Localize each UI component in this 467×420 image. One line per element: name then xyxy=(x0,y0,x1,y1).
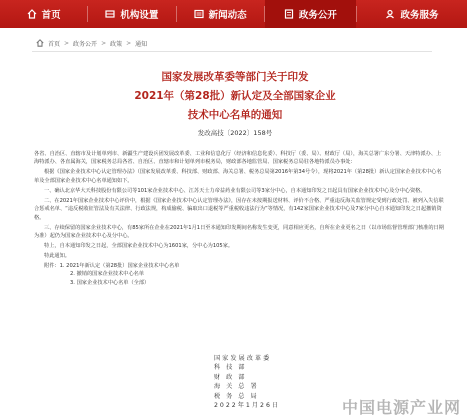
breadcrumb-divider xyxy=(32,51,432,52)
org-icon xyxy=(105,9,115,19)
document-number: 发改高技〔2022〕158号 xyxy=(197,129,273,137)
title-line-1: 国家发展改革委等部门关于印发 xyxy=(161,71,309,83)
attachment-link-2[interactable]: 2. 撤销的国家企业技术中心名单 xyxy=(70,271,145,278)
attachments-label: 附件： xyxy=(44,263,60,270)
addressee: 各省、自治区、直辖市及计划单列市、新疆生产建设兵团发展改革委、工业和信息化厅（经济和信息化委）、科技厅（委、局）、财政厅（局），海关总署广东分署、天津特派办、上海特派办、各直属海关，国家税务总局各省、自治区、直辖市和计划单列市税务局，财政部各地监管局、国家税务总局驻各地特派员办事处： xyxy=(34,151,442,166)
breadcrumb-item-notice[interactable]: 通知 xyxy=(135,40,148,48)
watermark: 中国电源产业网 xyxy=(341,398,461,417)
service-icon xyxy=(385,9,395,19)
paragraph-3: 二、在2021年国家企业技术中心评价中，根据《国家企业技术中心认定管理办法》，因存在未按期报送材料、评价不合格、严重违反海关监管规定受到行政处罚、被列入失信联合惩戒名单、“违反税收征管法及有关法律、行政法规，构成偷税、骗取出口退税等严重税收违法行为”等情况，有142家国家企业技术中心及7家分中心自本通知印发之日起撤销资格。 xyxy=(34,197,444,221)
home-icon xyxy=(36,39,44,47)
nav-home[interactable] xyxy=(0,0,87,28)
breadcrumb-item-open-affairs[interactable]: 政务公开 xyxy=(73,40,98,48)
paragraph-5: 特上，自本通知印发之日起，全部国家企业技术中心为1601家，分中心为105家。 xyxy=(44,243,234,250)
signature-org-1: 国家发展改革委 xyxy=(214,355,272,362)
breadcrumb-separator: > xyxy=(64,39,70,47)
nav-org[interactable] xyxy=(88,0,175,28)
paragraph-4: 三、存续保留的国家企业技术中心，有85家所在企业在2021年1月1日至本通知印发期间名称发生变更，同意相应更名，自所在企业更名之日（以市场监督管理部门核准的日期为准）起仍为国家企业技术中心及分中心。 xyxy=(34,224,444,240)
news-icon xyxy=(194,9,204,19)
document-title xyxy=(40,68,430,125)
attachments-label-row xyxy=(34,262,444,270)
title-line-3: 技术中心名单的通知 xyxy=(187,109,283,121)
breadcrumb-separator: > xyxy=(101,39,107,47)
top-nav xyxy=(0,0,467,28)
nav-news[interactable] xyxy=(177,0,264,28)
closing-line: 特此通知。 xyxy=(44,253,70,260)
nav-service-label: 政务服务 xyxy=(400,10,439,21)
attachment-link-1[interactable]: 1. 2021年新认定（第28批）国家企业技术中心名单 xyxy=(59,263,180,270)
breadcrumb xyxy=(36,37,147,49)
paragraph-1: 根据《国家企业技术中心认定管理办法》（国家发展改革委、科技部、财政部、海关总署、税务总局第2016年第34号令），现将2021年（第28批）新认定国家企业技术中心名单及全部国家企业技术中心名单通知如下。 xyxy=(34,169,442,184)
signature-block xyxy=(214,354,294,410)
signature-date: 2022年1月26日 xyxy=(214,402,281,410)
nav-open-affairs-label: 政务公开 xyxy=(298,10,337,21)
paragraph-2: 一、确认北京华大天科技股份有限公司等101家企业技术中心、江苏天士力帝益药业有限公司等3家分中心，自本通知印发之日起具有国家企业技术中心及分中心资格。 xyxy=(44,187,426,194)
breadcrumb-item-home[interactable]: 首页 xyxy=(48,40,61,48)
nav-home-label: 首页 xyxy=(41,10,61,21)
nav-org-label: 机构设置 xyxy=(120,10,159,21)
nav-service[interactable] xyxy=(357,0,467,28)
document-body xyxy=(34,150,444,287)
signature-org-5: 税 务 总 局 xyxy=(214,392,259,400)
attachment-link-3[interactable]: 3. 国家企业技术中心名单（全部） xyxy=(70,279,150,286)
breadcrumb-item-policy[interactable]: 政策 xyxy=(110,40,123,48)
signature-org-4: 海 关 总 署 xyxy=(214,383,259,391)
nav-news-label: 新闻动态 xyxy=(208,10,247,21)
signature-org-3: 财 政 部 xyxy=(214,373,247,381)
signature-org-2: 科 技 部 xyxy=(214,364,247,372)
open-affairs-icon xyxy=(284,9,294,19)
home-icon xyxy=(27,9,37,19)
nav-open-affairs[interactable] xyxy=(265,0,356,28)
breadcrumb-separator: > xyxy=(126,39,132,47)
title-line-2: 2021年（第28批）新认定及全部国家企业 xyxy=(134,90,336,102)
